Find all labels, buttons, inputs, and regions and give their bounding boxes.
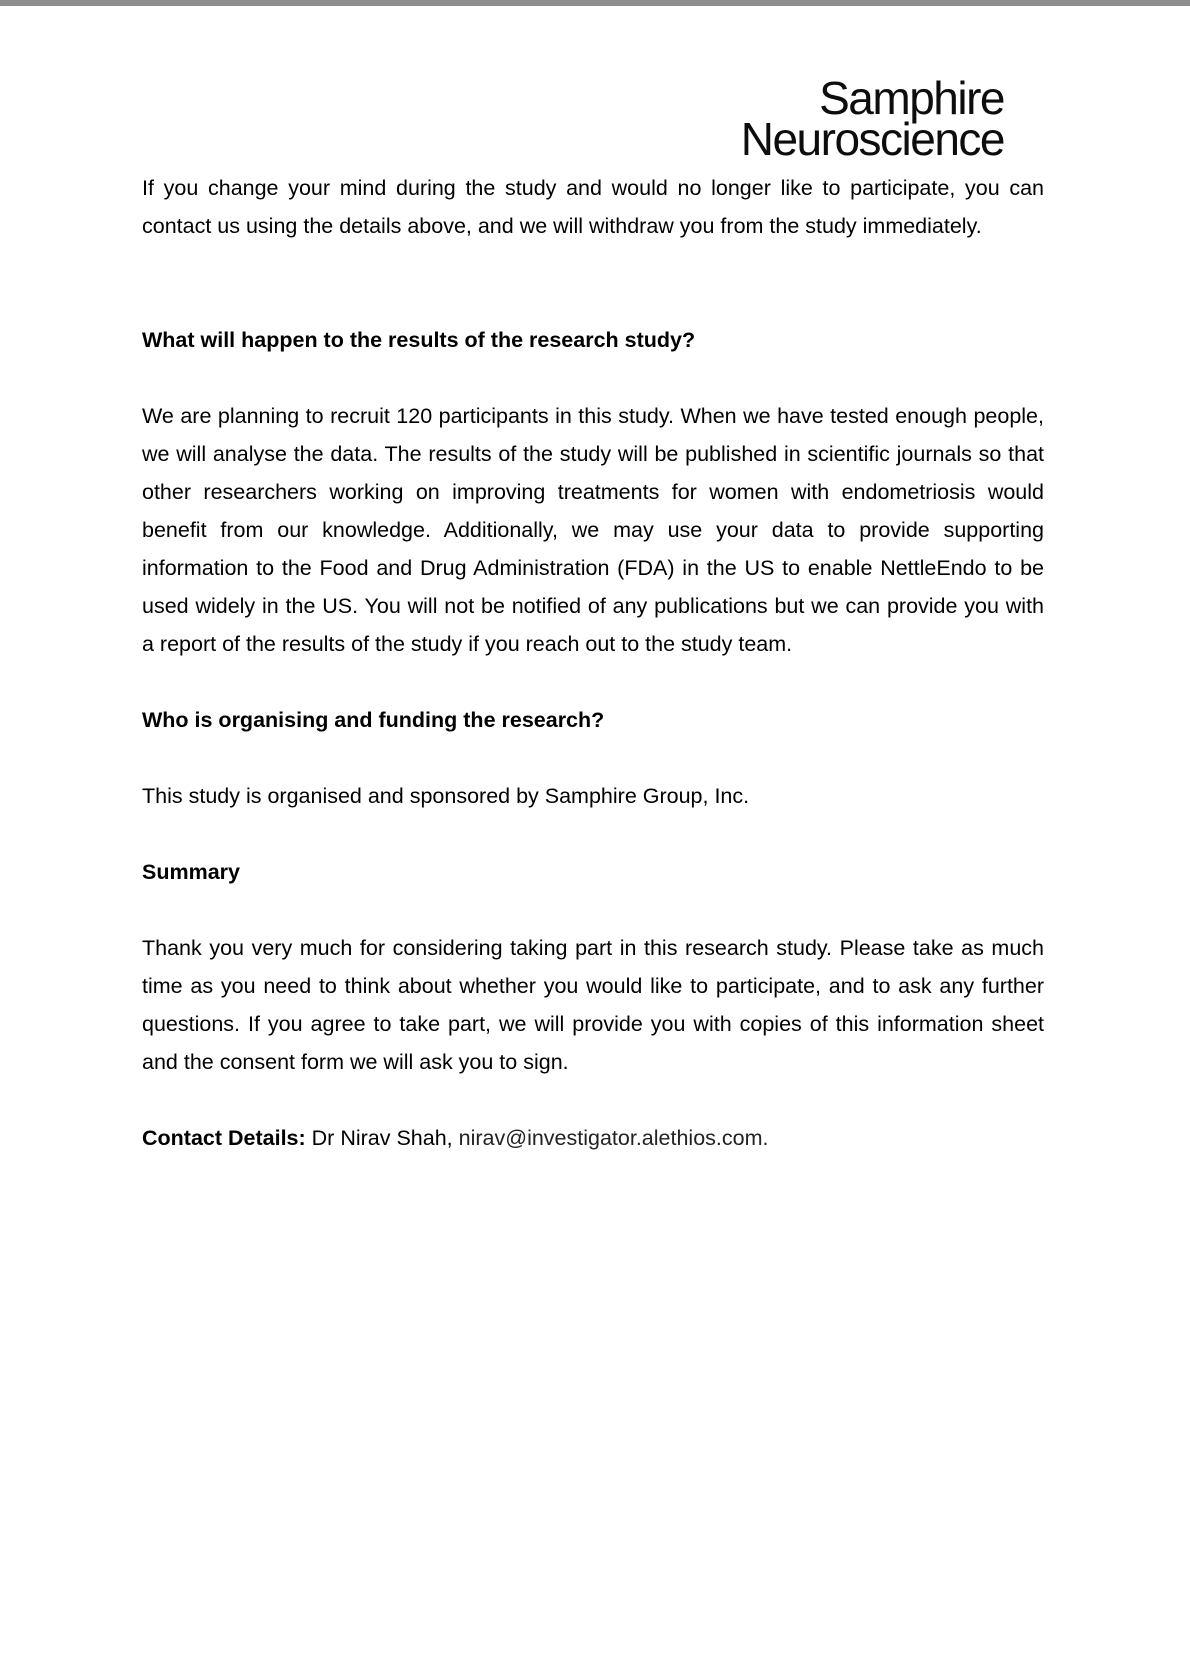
funding-heading: Who is organising and funding the research? — [142, 708, 605, 732]
funding-paragraph: This study is organised and sponsored by Samphire Group, Inc. — [142, 784, 750, 808]
contact-name: Dr Nirav Shah, — [311, 1126, 453, 1150]
document-content — [142, 169, 1044, 1157]
contact-details — [142, 1119, 1044, 1157]
document-page — [0, 6, 1190, 1680]
results-heading: What will happen to the results of the research study? — [142, 328, 696, 352]
summary-paragraph: Thank you very much for considering taking part in this research study. Please take as much time as you need to think about whether you would like to participate, and to ask any further questions. If you agree to take part, we will provide you with copies of this information sheet and the consent form we will ask you to sign. — [142, 936, 1044, 1074]
samphire-neuroscience-logo — [700, 72, 1004, 165]
logo-line-2: Neuroscience — [740, 113, 1004, 165]
contact-email-link[interactable]: nirav@investigator.alethios.com. — [458, 1126, 769, 1150]
summary-heading: Summary — [142, 860, 240, 884]
contact-label: Contact Details: — [142, 1126, 306, 1150]
results-paragraph: We are planning to recruit 120 participants in this study. When we have tested enough people, we will analyse the data. The results of the study will be published in scientific journals so that other researchers working on improving treatments for women with endometriosis would benefit from our knowledge. Additionally, we may use your data to provide supporting information to the Food and Drug Administration (FDA) in the US to enable NettleEndo to be used widely in the US. You will not be notified of any publications but we can provide you with a report of the results of the study if you reach out to the study team. — [142, 404, 1044, 656]
intro-paragraph: If you change your mind during the study and would no longer like to participate, you can contact us using the details above, and we will withdraw you from the study immediately. — [142, 176, 1044, 238]
logo-line-1: Samphire — [819, 72, 1004, 124]
